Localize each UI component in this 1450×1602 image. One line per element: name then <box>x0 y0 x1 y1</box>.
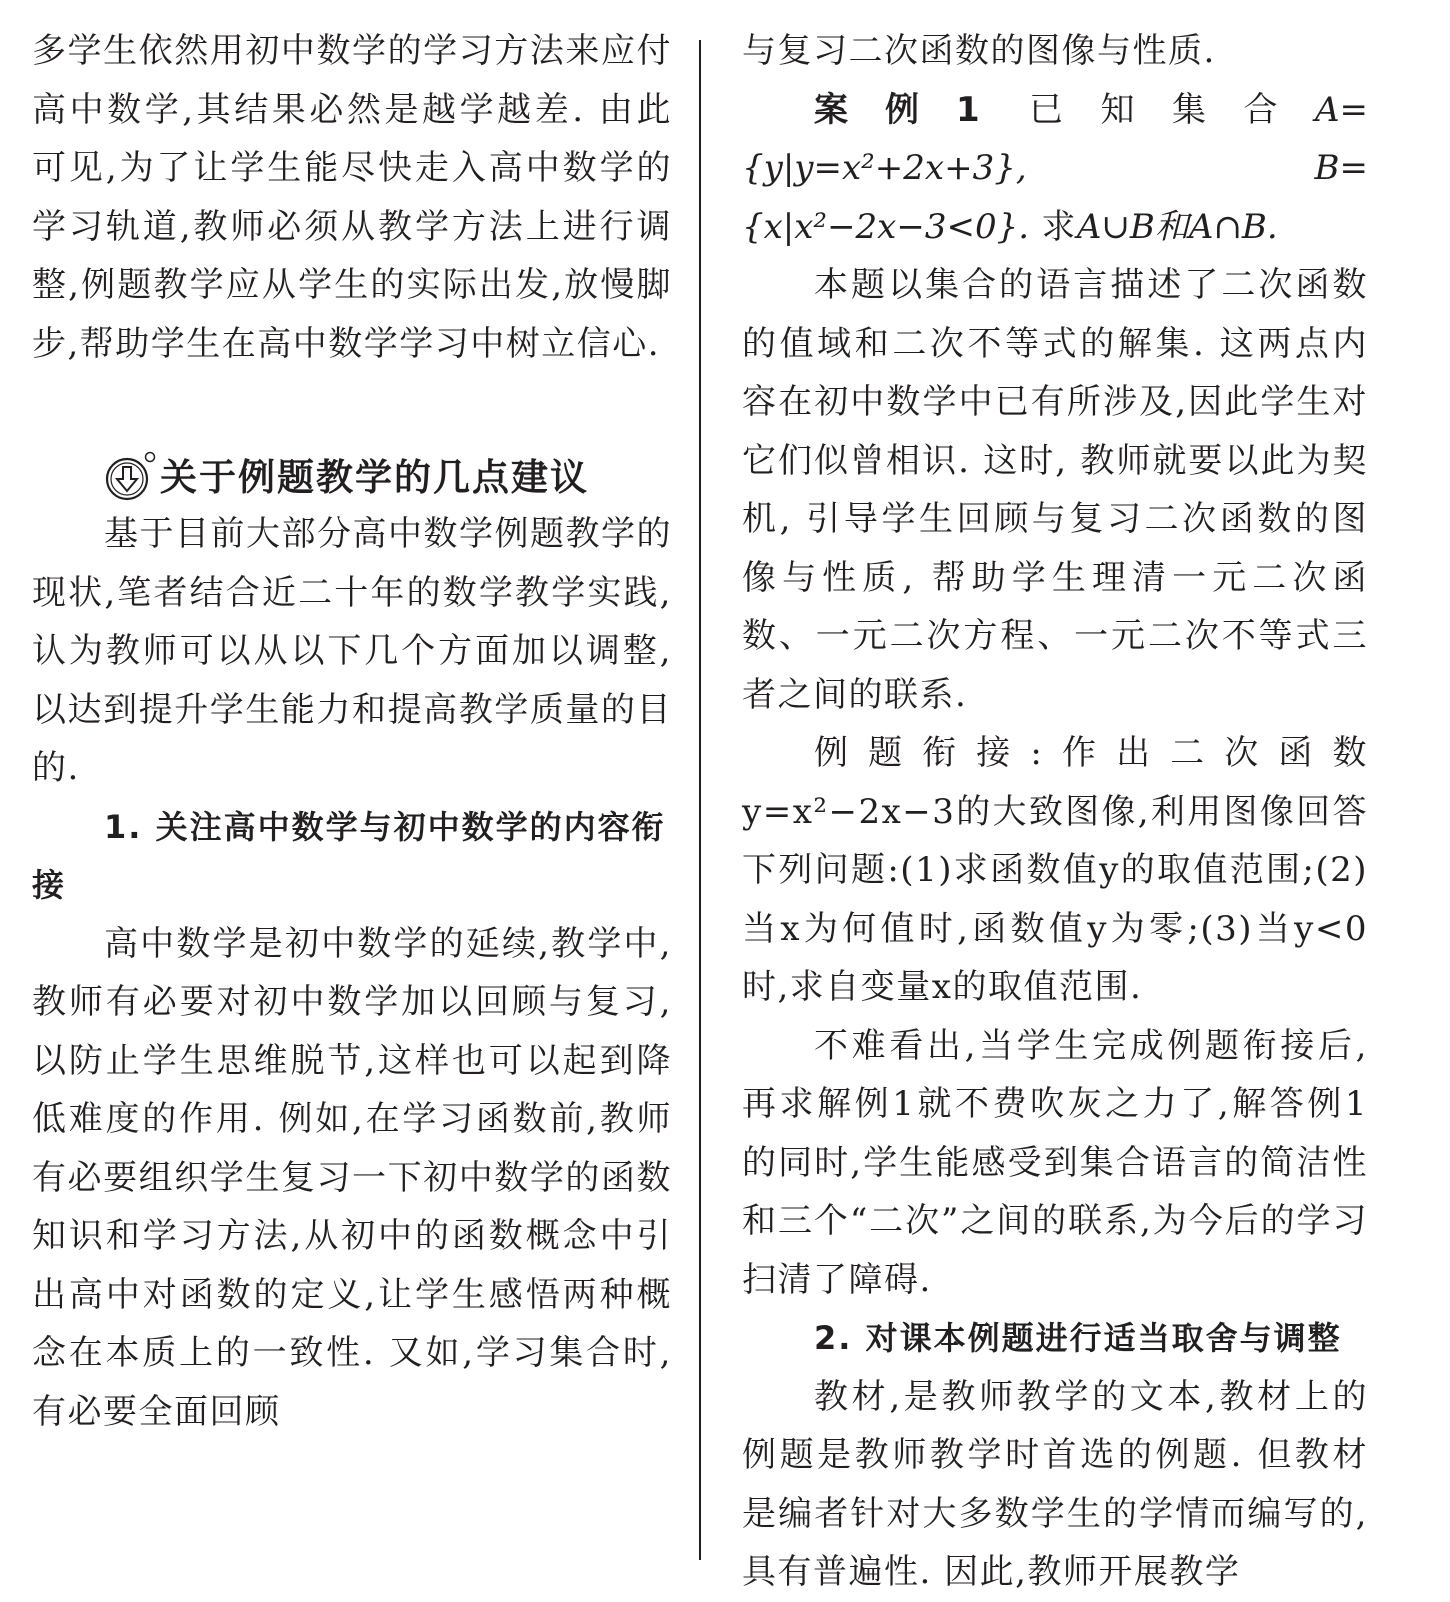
case1-ops: A∪B和A∩B. <box>1076 206 1278 247</box>
case1-set-a: A={y|y=x²+2x+3}, <box>742 89 1368 188</box>
conclusion-paragraph: 不难看出,当学生完成例题衔接后,再求解例1就不费吹灰之力了,解答例1的同时,学生能感受到集合语言的简洁性和三个“二次”之间的联系,为今后的学习扫清了障碍. <box>742 1025 1368 1300</box>
subsection-2-paragraph: 教材,是教师教学的文本,教材上的例题是教师教学时首选的例题. 但教材是编者针对大多数学生的学情而编写的,具有普遍性. 因此,教师开展教学 <box>742 1376 1368 1592</box>
case1-set-b: B={x|x²−2x−3<0}. <box>742 148 1368 247</box>
intro-continuation-paragraph: 多学生依然用初中数学的学习方法来应付高中数学,其结果必然是越学越差. 由此可见,为了让学生能尽快走入高中数学的学习轨道,教师必须从教学方法上进行调整,例题教学应从学生的实际出发,放慢脚步,帮助学生在高中数学学习中树立信心. <box>32 31 672 364</box>
section-intro-paragraph: 基于目前大部分高中数学例题教学的现状,笔者结合近二十年的数学教学实践,认为教师可以从以下几个方面加以调整,以达到提升学生能力和提高教学质量的目的. <box>32 514 672 788</box>
right-column <box>742 22 1368 1602</box>
case1-text-b: 求 <box>1041 206 1077 247</box>
case1-paragraph <box>742 81 1368 257</box>
subsection-2-title: 2. 对课本例题进行适当取舍与调整 <box>814 1319 1342 1357</box>
column-divider <box>699 40 701 1560</box>
subsection-1-title: 1. 关注高中数学与初中数学的内容衔接 <box>32 807 666 904</box>
right-continuation-paragraph: 与复习二次函数的图像与性质. <box>742 31 1216 71</box>
section-title: 关于例题教学的几点建议 <box>160 456 589 499</box>
case1-text-a: 已知集合 <box>1028 89 1315 130</box>
subsection-1-paragraph: 高中数学是初中数学的延续,教学中,教师有必要对初中数学加以回顾与复习,以防止学生思维脱节,这样也可以起到降低难度的作用. 例如,在学习函数前,教师有必要组织学生复习一下初中数学的函数知识和学习方法,从初中的函数概念中引出高中对函数的定义,让学生感悟两种概念在本质上的一致性. 又如,学习集合时,有必要全面回顾 <box>32 923 672 1432</box>
case1-label: 案例1 <box>814 89 981 130</box>
case-analysis-paragraph: 本题以集合的语言描述了二次函数的值域和二次不等式的解集. 这两点内容在初中数学中已有所涉及,因此学生对它们似曾相识. 这时, 教师就要以此为契机, 引导学生回顾与复习二次函数的图像与性质, 帮助学生理清一元二次函数、一元二次方程、一元二次不等式三者之间的联系. <box>742 265 1368 715</box>
left-column <box>32 22 672 1441</box>
down-arrow-circle-icon <box>104 451 150 497</box>
bridge-example-paragraph: 例题衔接:作出二次函数y=x²−2x−3的大致图像,利用图像回答下列问题:(1)求函数值y的取值范围;(2)当x为何值时,函数值y为零;(3)当y<0时,求自变量x的取值范围. <box>742 733 1368 1007</box>
section-heading <box>32 443 672 505</box>
